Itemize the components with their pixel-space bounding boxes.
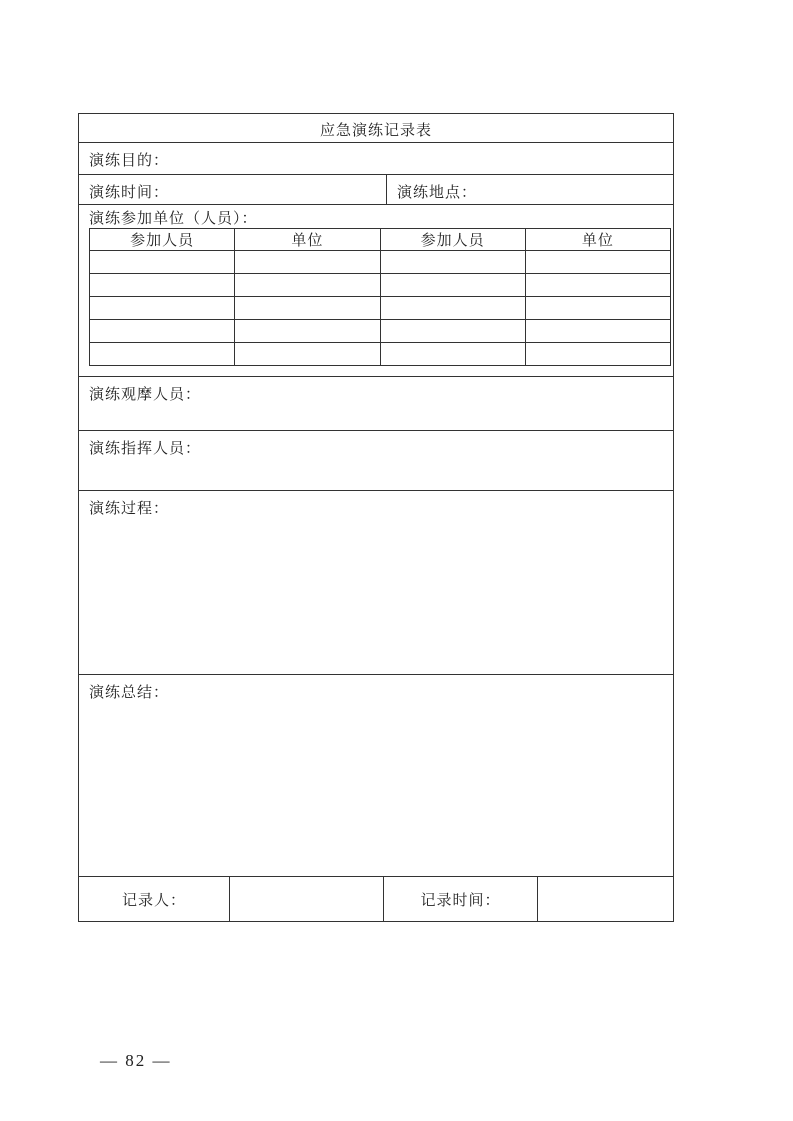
table-row xyxy=(90,343,671,366)
observers-row xyxy=(79,377,673,431)
time-location-divider xyxy=(386,175,387,204)
table-row xyxy=(90,320,671,343)
table-cell[interactable] xyxy=(90,251,235,274)
table-cell[interactable] xyxy=(235,251,380,274)
table-cell[interactable] xyxy=(380,343,525,366)
time-location-row xyxy=(79,175,673,205)
table-cell[interactable] xyxy=(380,251,525,274)
units-label: 演练参加单位（人员）： xyxy=(89,209,258,227)
header-unit: 单位 xyxy=(525,229,670,251)
purpose-label: 演练目的： xyxy=(89,151,170,169)
participants-table xyxy=(89,228,671,366)
record-time-label-cell xyxy=(384,877,538,921)
table-cell[interactable] xyxy=(525,251,670,274)
page-number: — 82 — xyxy=(100,1051,172,1070)
table-cell[interactable] xyxy=(235,297,380,320)
time-label: 演练时间： xyxy=(89,183,170,201)
process-label: 演练过程： xyxy=(89,499,170,517)
header-participant: 参加人员 xyxy=(380,229,525,251)
commanders-label: 演练指挥人员： xyxy=(89,439,202,457)
header-unit: 单位 xyxy=(235,229,380,251)
header-participant: 参加人员 xyxy=(90,229,235,251)
table-cell[interactable] xyxy=(90,274,235,297)
drill-record-form xyxy=(78,113,674,922)
recorder-label: 记录人： xyxy=(121,891,186,909)
table-cell[interactable] xyxy=(90,297,235,320)
table-cell[interactable] xyxy=(525,297,670,320)
form-title-row xyxy=(79,114,673,143)
table-cell[interactable] xyxy=(380,320,525,343)
summary-row xyxy=(79,675,673,877)
table-cell[interactable] xyxy=(525,274,670,297)
table-cell[interactable] xyxy=(235,343,380,366)
participating-units-row xyxy=(79,205,673,377)
table-cell[interactable] xyxy=(90,343,235,366)
summary-label: 演练总结： xyxy=(89,683,170,701)
location-label: 演练地点： xyxy=(397,183,478,201)
recorder-label-cell xyxy=(79,877,230,921)
record-time-value-cell[interactable] xyxy=(538,877,673,921)
table-cell[interactable] xyxy=(90,320,235,343)
table-row xyxy=(90,274,671,297)
table-cell[interactable] xyxy=(235,274,380,297)
form-title: 应急演练记录表 xyxy=(319,121,432,139)
process-row xyxy=(79,491,673,675)
table-cell[interactable] xyxy=(380,274,525,297)
table-cell[interactable] xyxy=(525,320,670,343)
recorder-value-cell[interactable] xyxy=(230,877,384,921)
table-row xyxy=(90,297,671,320)
record-time-label: 记录时间： xyxy=(420,891,501,909)
commanders-row xyxy=(79,431,673,491)
table-cell[interactable] xyxy=(380,297,525,320)
recorder-row xyxy=(79,877,673,921)
participants-table-header xyxy=(90,229,671,251)
table-cell[interactable] xyxy=(235,320,380,343)
table-cell[interactable] xyxy=(525,343,670,366)
observers-label: 演练观摩人员： xyxy=(89,385,202,403)
table-row xyxy=(90,251,671,274)
purpose-row xyxy=(79,143,673,175)
